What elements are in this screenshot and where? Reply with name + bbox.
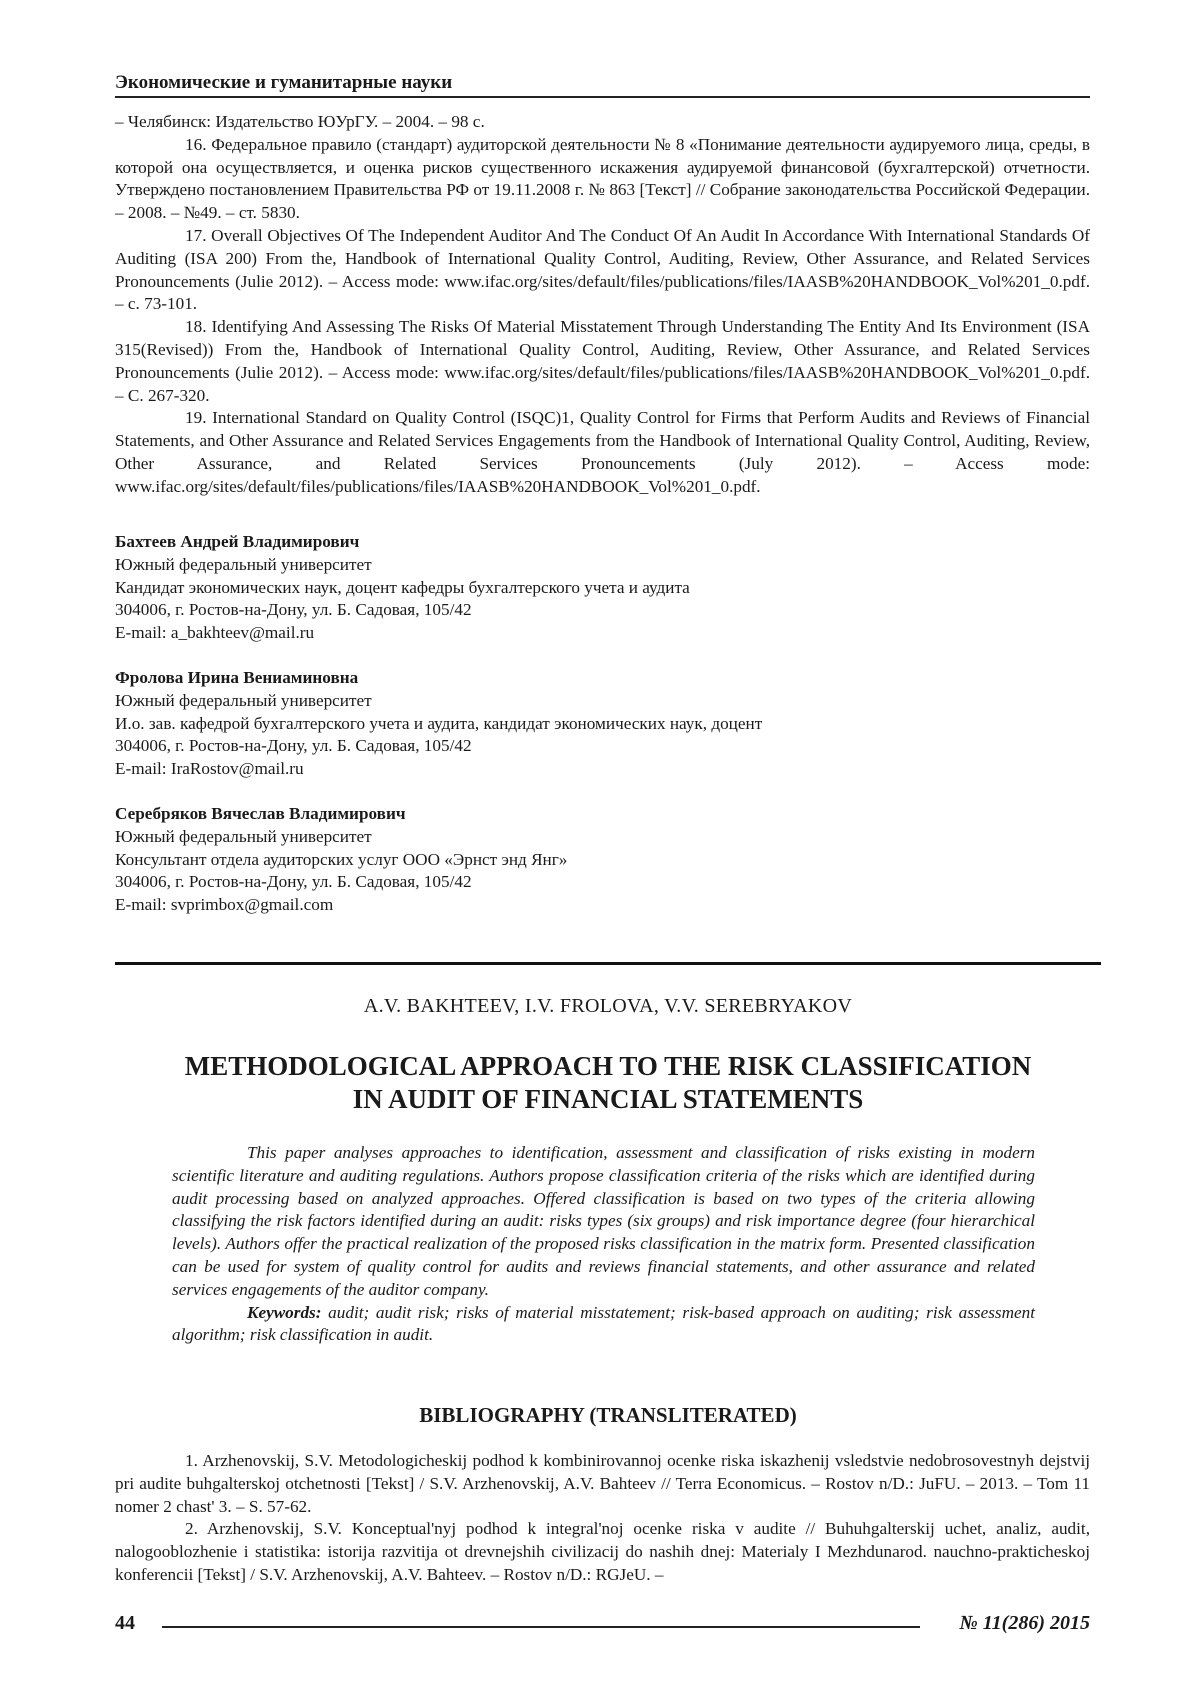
keywords-text: audit; audit risk; risks of material misstatement; risk-based approach on auditing; risk assessment algorithm; risk classification in audit. (172, 1303, 1035, 1345)
reference-item: – Челябинск: Издательство ЮУрГУ. – 2004. – 98 с. (115, 111, 1090, 134)
reference-item: 17. Overall Objectives Of The Independent Auditor And The Conduct Of An Audit In Accordance With International Standards Of Auditing (ISA 200) From the, Handbook of International Quality Control, Auditing, Review, Other Assurance, and Related Services Pronouncements (Julie 2012). – Access mode: www.ifac.org/sites/default/files/publications/files/IAASB%20HANDBOOK_Vol%201_0.pdf. – с. 73-101. (115, 225, 1090, 316)
abstract-text: This paper analyses approaches to identification, assessment and classification of risks existing in modern scientific literature and auditing regulations. Authors propose classification criteria of the risks which are identified during audit processing based on analyzed approaches. Offered classification is based on two types of the criteria allowing classifying the risk factors identified during an audit: risks types (six groups) and risk importance degree (four hierarchical levels). Authors offer the practical realization of the proposed risks classification in the matrix form. Presented classification can be used for system of quality control for audits and reviews financial statements, and other assurance and related services engagements of the auditor company. (172, 1142, 1035, 1302)
english-abstract (172, 1142, 1035, 1347)
english-article-title (115, 1050, 1101, 1116)
reference-item: 16. Федеральное правило (стандарт) аудиторской деятельности № 8 «Понимание деятельности аудируемого лица, среды, в которой она осуществляется, и оценка рисков существенного искажения аудируемой финансовой (бухгалтерской) отчетности. Утверждено постановлением Правительства РФ от 19.11.2008 г. № 863 [Текст] // Собрание законодательства Российской Федерации. – 2008. – №49. – ст. 5830. (115, 134, 1090, 225)
keywords-label: Keywords: (247, 1303, 321, 1322)
footer-divider (162, 1626, 920, 1628)
author-affiliation: Южный федеральный университет (115, 690, 1090, 713)
author-position: Консультант отдела аудиторских услуг ООО «Эрнст энд Янг» (115, 849, 1090, 872)
author-email: E-mail: IraRostov@mail.ru (115, 758, 1090, 781)
author-name: Серебряков Вячеслав Владимирович (115, 803, 1090, 826)
author-card (115, 531, 1090, 645)
journal-page (0, 0, 1200, 1698)
author-email: E-mail: svprimbox@gmail.com (115, 894, 1090, 917)
running-header (115, 72, 1090, 98)
author-info-block (115, 531, 1090, 939)
page-footer (115, 1611, 1090, 1637)
author-position: И.о. зав. кафедрой бухгалтерского учета и аудита, кандидат экономических наук, доцент (115, 713, 1090, 736)
title-line: METHODOLOGICAL APPROACH TO THE RISK CLASSIFICATION (115, 1050, 1101, 1083)
section-title: Экономические и гуманитарные науки (115, 72, 1090, 94)
title-line: IN AUDIT OF FINANCIAL STATEMENTS (115, 1083, 1101, 1116)
bibliography-heading: BIBLIOGRAPHY (TRANSLITERATED) (115, 1402, 1101, 1428)
section-divider (115, 962, 1101, 965)
header-divider (115, 96, 1090, 98)
issue-number: № 11(286) 2015 (959, 1611, 1090, 1635)
author-name: Фролова Ирина Вениаминовна (115, 667, 1090, 690)
author-address: 304006, г. Ростов-на-Дону, ул. Б. Садовая, 105/42 (115, 599, 1090, 622)
author-affiliation: Южный федеральный университет (115, 826, 1090, 849)
reference-list-continued (115, 111, 1090, 499)
author-address: 304006, г. Ростов-на-Дону, ул. Б. Садовая, 105/42 (115, 735, 1090, 758)
bibliography-item: 1. Arzhenovskij, S.V. Metodologicheskij podhod k kombinirovannoj ocenke riska iskazhenij vsledstvie nedobrosovestnyh dejstvij pri audite buhgalterskoj otchetnosti [Tekst] / S.V. Arzhenovskij, A.V. Bahteev // Terra Economicus. – Rostov n/D.: JuFU. – 2013. – Tom 11 nomer 2 chast' 3. – S. 57-62. (115, 1450, 1090, 1518)
english-authors: A.V. BAKHTEEV, I.V. FROLOVA, V.V. SEREBRYAKOV (115, 994, 1101, 1018)
author-card (115, 803, 1090, 917)
reference-item: 19. International Standard on Quality Control (ISQC)1, Quality Control for Firms that Perform Audits and Reviews of Financial Statements, and Other Assurance and Related Services Engagements from the Handbook of International Quality Control, Auditing, Review, Other Assurance, and Related Services Pronouncements (July 2012). – Access mode: www.ifac.org/sites/default/files/publications/files/IAASB%20HANDBOOK_Vol%201_0.pdf. (115, 407, 1090, 498)
author-card (115, 667, 1090, 781)
bibliography-list (115, 1450, 1090, 1587)
author-email: E-mail: a_bakhteev@mail.ru (115, 622, 1090, 645)
bibliography-item: 2. Arzhenovskij, S.V. Konceptual'nyj podhod k integral'noj ocenke riska v audite // Buhuhgalterskij uchet, analiz, audit, nalogooblozhenie i statistika: istorija razvitija ot drevnejshih civilizacij do nashih dnej: Materialy I Mezhdunarod. nauchno-prakticheskoj konferencii [Tekst] / S.V. Arzhenovskij, A.V. Bahteev. – Rostov n/D.: RGJeU. – (115, 1518, 1090, 1586)
author-name: Бахтеев Андрей Владимирович (115, 531, 1090, 554)
author-position: Кандидат экономических наук, доцент кафедры бухгалтерского учета и аудита (115, 577, 1090, 600)
keywords (172, 1302, 1035, 1348)
author-address: 304006, г. Ростов-на-Дону, ул. Б. Садовая, 105/42 (115, 871, 1090, 894)
reference-item: 18. Identifying And Assessing The Risks Of Material Misstatement Through Understanding The Entity And Its Environment (ISA 315(Revised)) From the, Handbook of International Quality Control, Auditing, Review, Other Assurance, and Related Services Pronouncements (Julie 2012). – Access mode: www.ifac.org/sites/default/files/publications/files/IAASB%20HANDBOOK_Vol%201_0.pdf. – С. 267-320. (115, 316, 1090, 407)
page-number: 44 (115, 1611, 135, 1635)
author-affiliation: Южный федеральный университет (115, 554, 1090, 577)
